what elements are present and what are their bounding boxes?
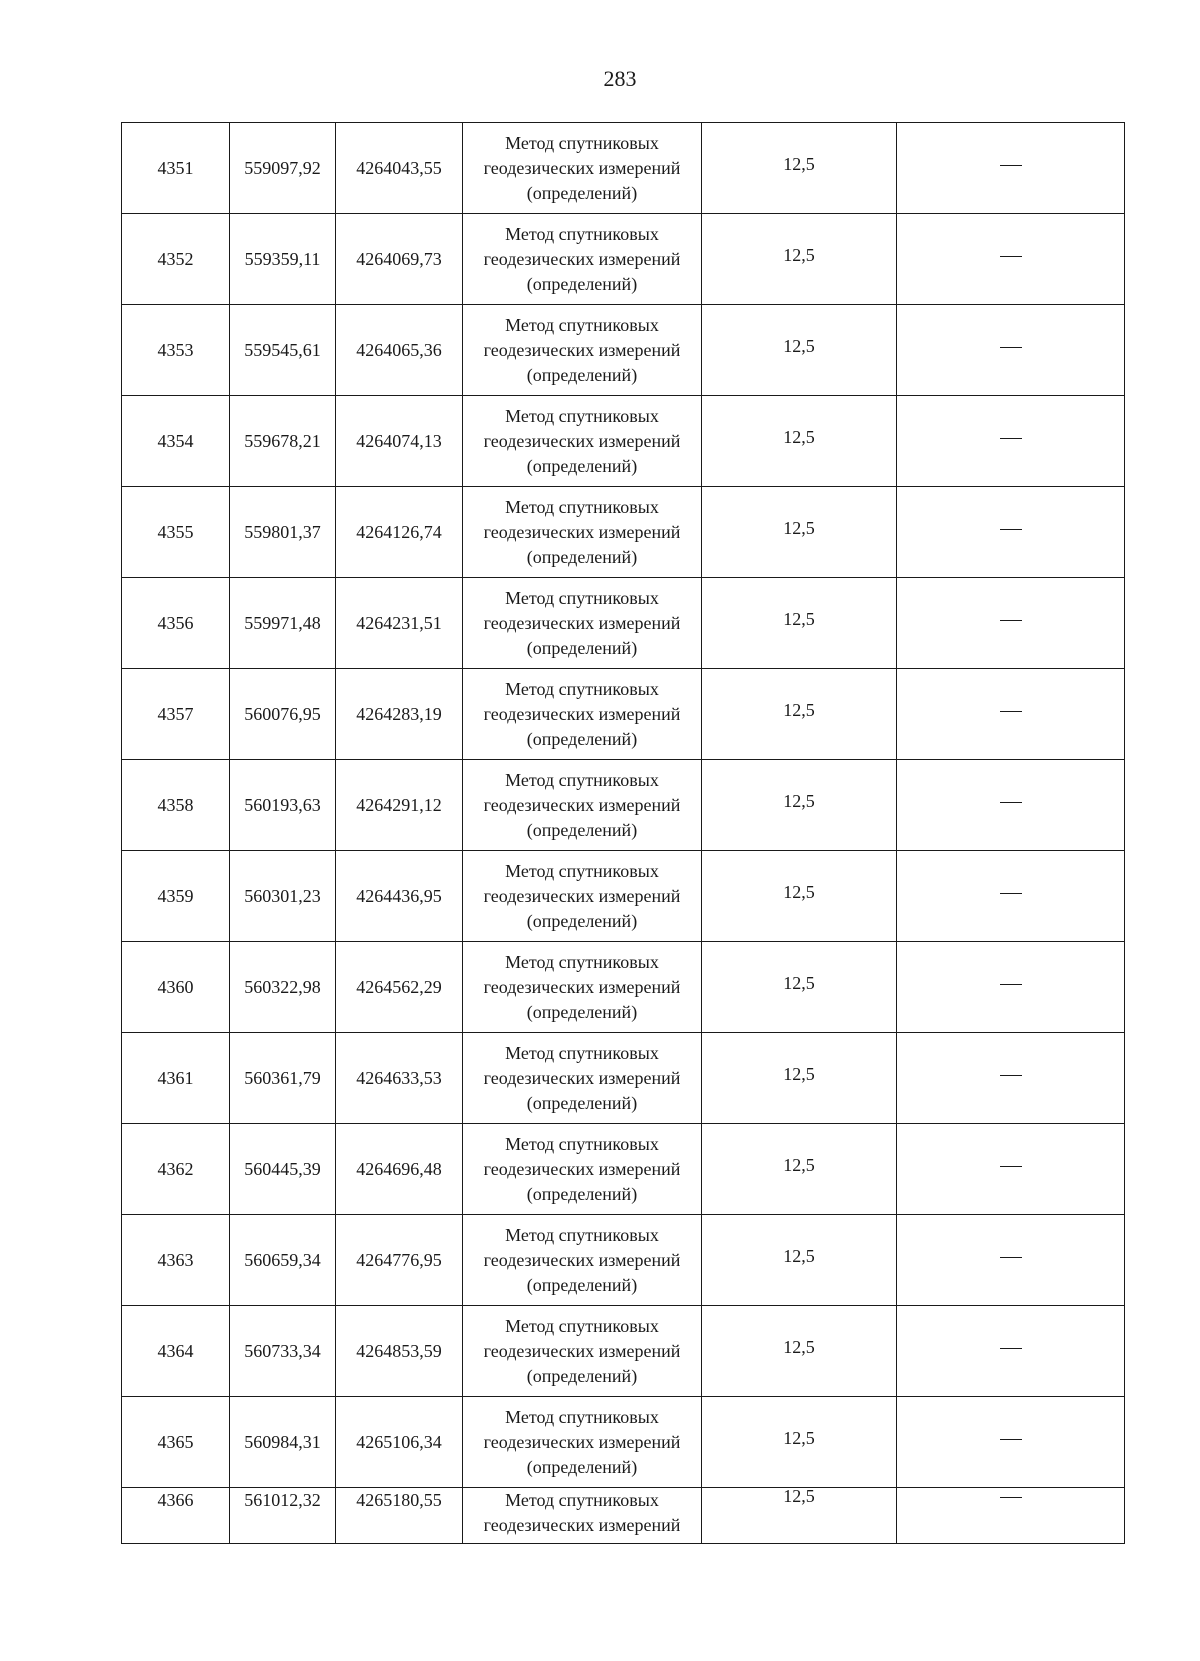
point-number-cell: 4364 bbox=[122, 1306, 230, 1397]
method-line: Метод спутниковых bbox=[505, 587, 659, 608]
x-coordinate-cell: 559097,92 bbox=[230, 123, 336, 214]
dash-mark bbox=[1000, 620, 1022, 621]
method-line: (определений) bbox=[526, 637, 638, 658]
y-coordinate-cell: 4264231,51 bbox=[336, 578, 463, 669]
point-number-cell: 4353 bbox=[122, 305, 230, 396]
table-row bbox=[122, 578, 1125, 669]
method-line: геодезических измерений bbox=[483, 794, 681, 815]
method-cell bbox=[463, 305, 702, 396]
x-coordinate-cell: 560445,39 bbox=[230, 1124, 336, 1215]
y-coordinate-cell: 4264065,36 bbox=[336, 305, 463, 396]
precision-value: 12,5 bbox=[783, 608, 815, 629]
point-number-cell: 4351 bbox=[122, 123, 230, 214]
method-line: геодезических измерений bbox=[483, 1515, 681, 1535]
note-cell bbox=[897, 851, 1125, 942]
x-coordinate-cell: 559545,61 bbox=[230, 305, 336, 396]
note-cell bbox=[897, 1397, 1125, 1488]
dash-mark bbox=[1000, 893, 1022, 894]
note-cell bbox=[897, 1215, 1125, 1306]
method-line: (определений) bbox=[526, 819, 638, 840]
page-number: 283 bbox=[603, 66, 637, 91]
note-cell bbox=[897, 760, 1125, 851]
dash-mark bbox=[1000, 984, 1022, 985]
table-row bbox=[122, 851, 1125, 942]
note-cell bbox=[897, 669, 1125, 760]
point-number-cell: 4360 bbox=[122, 942, 230, 1033]
table-row bbox=[122, 669, 1125, 760]
method-line: (определений) bbox=[526, 1274, 638, 1295]
precision-cell bbox=[702, 578, 897, 669]
note-cell bbox=[897, 1124, 1125, 1215]
method-line: геодезических измерений bbox=[483, 521, 681, 542]
precision-value: 12,5 bbox=[783, 881, 815, 902]
method-line: геодезических измерений bbox=[483, 430, 681, 451]
method-line: Метод спутниковых bbox=[505, 860, 659, 881]
x-coordinate-cell: 559971,48 bbox=[230, 578, 336, 669]
method-cell bbox=[463, 396, 702, 487]
y-coordinate-cell: 4264776,95 bbox=[336, 1215, 463, 1306]
x-coordinate-cell: 559359,11 bbox=[230, 214, 336, 305]
table-row bbox=[122, 214, 1125, 305]
method-line: геодезических измерений bbox=[483, 612, 681, 633]
precision-cell bbox=[702, 1124, 897, 1215]
y-coordinate-cell: 4264562,29 bbox=[336, 942, 463, 1033]
point-number-cell: 4359 bbox=[122, 851, 230, 942]
dash-mark bbox=[1000, 1497, 1022, 1498]
method-cell bbox=[463, 578, 702, 669]
precision-value: 12,5 bbox=[783, 1487, 815, 1506]
method-line: Метод спутниковых bbox=[505, 1224, 659, 1245]
point-number-cell: 4357 bbox=[122, 669, 230, 760]
precision-cell bbox=[702, 123, 897, 214]
precision-cell bbox=[702, 851, 897, 942]
precision-cell bbox=[702, 669, 897, 760]
method-line: геодезических измерений bbox=[483, 1340, 681, 1361]
method-cell bbox=[463, 851, 702, 942]
table-row bbox=[122, 1306, 1125, 1397]
y-coordinate-cell: 4264283,19 bbox=[336, 669, 463, 760]
method-line: Метод спутниковых bbox=[505, 405, 659, 426]
dash-mark bbox=[1000, 529, 1022, 530]
precision-value: 12,5 bbox=[783, 699, 815, 720]
method-line: геодезических измерений bbox=[483, 157, 681, 178]
dash-mark bbox=[1000, 347, 1022, 348]
y-coordinate-cell: 4264633,53 bbox=[336, 1033, 463, 1124]
table-row bbox=[122, 396, 1125, 487]
y-coordinate-cell: 4264126,74 bbox=[336, 487, 463, 578]
note-cell bbox=[897, 1306, 1125, 1397]
note-cell bbox=[897, 396, 1125, 487]
method-cell bbox=[463, 1397, 702, 1488]
x-coordinate-cell: 560193,63 bbox=[230, 760, 336, 851]
point-number-cell: 4363 bbox=[122, 1215, 230, 1306]
y-coordinate-cell: 4264436,95 bbox=[336, 851, 463, 942]
y-coordinate-cell: 4264291,12 bbox=[336, 760, 463, 851]
table-body bbox=[122, 123, 1125, 1544]
method-cell bbox=[463, 1124, 702, 1215]
precision-value: 12,5 bbox=[783, 790, 815, 811]
table-row bbox=[122, 1397, 1125, 1488]
method-cell bbox=[463, 214, 702, 305]
method-cell bbox=[463, 1306, 702, 1397]
table-row bbox=[122, 1033, 1125, 1124]
dash-mark bbox=[1000, 1348, 1022, 1349]
dash-mark bbox=[1000, 1075, 1022, 1076]
precision-cell bbox=[702, 1397, 897, 1488]
precision-value: 12,5 bbox=[783, 335, 815, 356]
y-coordinate-cell: 4265180,55 bbox=[336, 1488, 463, 1544]
method-line: Метод спутниковых bbox=[505, 314, 659, 335]
precision-value: 12,5 bbox=[783, 1063, 815, 1084]
method-line: геодезических измерений bbox=[483, 976, 681, 997]
method-line: Метод спутниковых bbox=[505, 132, 659, 153]
method-line: геодезических измерений bbox=[483, 248, 681, 269]
x-coordinate-cell: 559678,21 bbox=[230, 396, 336, 487]
method-line: (определений) bbox=[526, 1183, 638, 1204]
note-cell bbox=[897, 942, 1125, 1033]
precision-cell bbox=[702, 760, 897, 851]
table-row bbox=[122, 487, 1125, 578]
point-number-cell: 4358 bbox=[122, 760, 230, 851]
dash-mark bbox=[1000, 256, 1022, 257]
table-row bbox=[122, 305, 1125, 396]
table-row bbox=[122, 1215, 1125, 1306]
y-coordinate-cell: 4264696,48 bbox=[336, 1124, 463, 1215]
precision-cell bbox=[702, 1306, 897, 1397]
precision-cell bbox=[702, 487, 897, 578]
method-line: (определений) bbox=[526, 364, 638, 385]
table-row bbox=[122, 1488, 1125, 1544]
point-number-cell: 4361 bbox=[122, 1033, 230, 1124]
method-line: геодезических измерений bbox=[483, 703, 681, 724]
method-cell bbox=[463, 669, 702, 760]
method-line: Метод спутниковых bbox=[505, 496, 659, 517]
method-line: геодезических измерений bbox=[483, 339, 681, 360]
note-cell bbox=[897, 305, 1125, 396]
note-cell bbox=[897, 1033, 1125, 1124]
precision-cell bbox=[702, 305, 897, 396]
precision-cell bbox=[702, 1215, 897, 1306]
y-coordinate-cell: 4265106,34 bbox=[336, 1397, 463, 1488]
method-line: Метод спутниковых bbox=[505, 1133, 659, 1154]
point-number-cell: 4356 bbox=[122, 578, 230, 669]
point-number-cell: 4354 bbox=[122, 396, 230, 487]
precision-cell bbox=[702, 942, 897, 1033]
precision-value: 12,5 bbox=[783, 153, 815, 174]
method-line: (определений) bbox=[526, 455, 638, 476]
x-coordinate-cell: 559801,37 bbox=[230, 487, 336, 578]
method-line: (определений) bbox=[526, 1092, 638, 1113]
precision-cell bbox=[702, 1488, 897, 1544]
y-coordinate-cell: 4264043,55 bbox=[336, 123, 463, 214]
note-cell bbox=[897, 1488, 1125, 1544]
method-line: геодезических измерений bbox=[483, 1158, 681, 1179]
precision-value: 12,5 bbox=[783, 972, 815, 993]
precision-value: 12,5 bbox=[783, 1427, 815, 1448]
method-line: (определений) bbox=[526, 1456, 638, 1477]
precision-value: 12,5 bbox=[783, 244, 815, 265]
method-line: (определений) bbox=[526, 182, 638, 203]
dash-mark bbox=[1000, 1166, 1022, 1167]
x-coordinate-cell: 560301,23 bbox=[230, 851, 336, 942]
dash-mark bbox=[1000, 711, 1022, 712]
method-line: геодезических измерений bbox=[483, 1067, 681, 1088]
point-number-cell: 4352 bbox=[122, 214, 230, 305]
method-line: (определений) bbox=[526, 728, 638, 749]
method-cell bbox=[463, 1488, 702, 1544]
x-coordinate-cell: 560076,95 bbox=[230, 669, 336, 760]
method-line: Метод спутниковых bbox=[505, 951, 659, 972]
method-line: Метод спутниковых bbox=[505, 223, 659, 244]
note-cell bbox=[897, 214, 1125, 305]
method-line: Метод спутниковых bbox=[505, 1315, 659, 1336]
method-line: (определений) bbox=[526, 910, 638, 931]
method-line: Метод спутниковых bbox=[505, 1042, 659, 1063]
method-line: геодезических измерений bbox=[483, 1431, 681, 1452]
x-coordinate-cell: 560322,98 bbox=[230, 942, 336, 1033]
x-coordinate-cell: 561012,32 bbox=[230, 1488, 336, 1544]
note-cell bbox=[897, 487, 1125, 578]
precision-cell bbox=[702, 1033, 897, 1124]
method-line: геодезических измерений bbox=[483, 885, 681, 906]
method-cell bbox=[463, 1033, 702, 1124]
dash-mark bbox=[1000, 1439, 1022, 1440]
y-coordinate-cell: 4264074,13 bbox=[336, 396, 463, 487]
table-row bbox=[122, 123, 1125, 214]
note-cell bbox=[897, 578, 1125, 669]
method-cell bbox=[463, 487, 702, 578]
method-line: Метод спутниковых bbox=[505, 1490, 659, 1510]
dash-mark bbox=[1000, 1257, 1022, 1258]
coordinates-table bbox=[121, 122, 1125, 1544]
precision-value: 12,5 bbox=[783, 426, 815, 447]
point-number-cell: 4365 bbox=[122, 1397, 230, 1488]
precision-cell bbox=[702, 396, 897, 487]
dash-mark bbox=[1000, 802, 1022, 803]
dash-mark bbox=[1000, 438, 1022, 439]
note-cell bbox=[897, 123, 1125, 214]
method-cell bbox=[463, 123, 702, 214]
method-line: Метод спутниковых bbox=[505, 678, 659, 699]
y-coordinate-cell: 4264853,59 bbox=[336, 1306, 463, 1397]
table-row bbox=[122, 942, 1125, 1033]
precision-value: 12,5 bbox=[783, 1154, 815, 1175]
method-cell bbox=[463, 1215, 702, 1306]
y-coordinate-cell: 4264069,73 bbox=[336, 214, 463, 305]
x-coordinate-cell: 560733,34 bbox=[230, 1306, 336, 1397]
method-line: Метод спутниковых bbox=[505, 1406, 659, 1427]
precision-value: 12,5 bbox=[783, 1336, 815, 1357]
table-row bbox=[122, 760, 1125, 851]
method-line: Метод спутниковых bbox=[505, 769, 659, 790]
method-line: (определений) bbox=[526, 1365, 638, 1386]
precision-cell bbox=[702, 214, 897, 305]
point-number-cell: 4355 bbox=[122, 487, 230, 578]
precision-value: 12,5 bbox=[783, 1245, 815, 1266]
table-row bbox=[122, 1124, 1125, 1215]
x-coordinate-cell: 560361,79 bbox=[230, 1033, 336, 1124]
method-cell bbox=[463, 760, 702, 851]
method-cell bbox=[463, 942, 702, 1033]
point-number-cell: 4366 bbox=[122, 1488, 230, 1544]
dash-mark bbox=[1000, 165, 1022, 166]
x-coordinate-cell: 560984,31 bbox=[230, 1397, 336, 1488]
point-number-cell: 4362 bbox=[122, 1124, 230, 1215]
x-coordinate-cell: 560659,34 bbox=[230, 1215, 336, 1306]
method-line: геодезических измерений bbox=[483, 1249, 681, 1270]
method-line: (определений) bbox=[526, 546, 638, 567]
precision-value: 12,5 bbox=[783, 517, 815, 538]
method-line: (определений) bbox=[526, 1001, 638, 1022]
method-line: (определений) bbox=[526, 273, 638, 294]
